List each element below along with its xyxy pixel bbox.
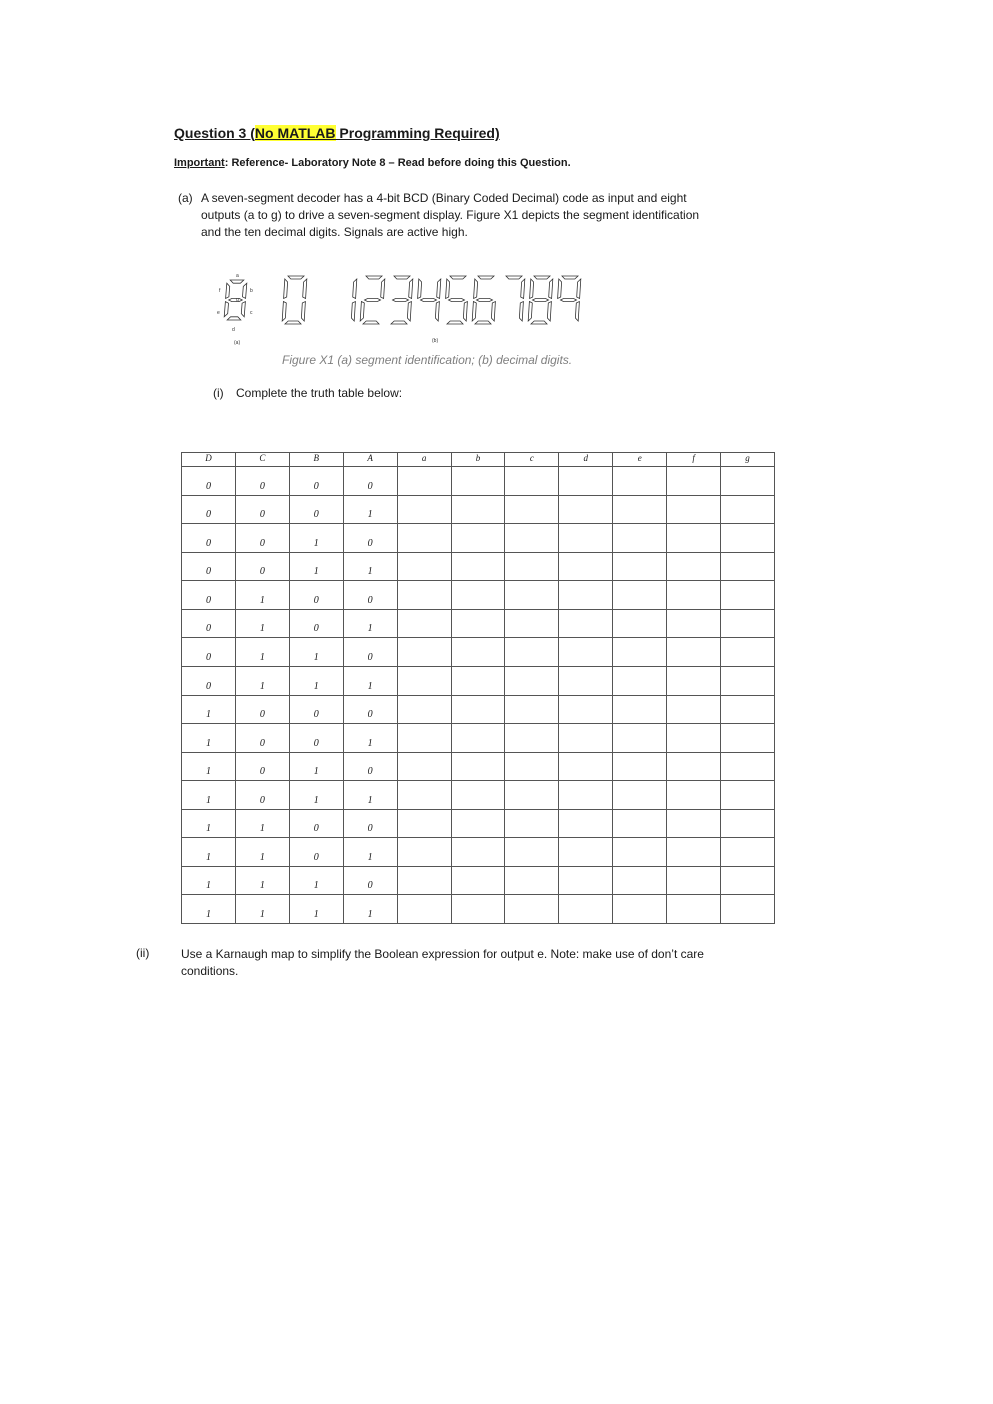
segment-d bbox=[447, 321, 463, 324]
table-row bbox=[182, 609, 775, 638]
output-blank-cell[interactable] bbox=[505, 666, 559, 695]
output-blank-cell[interactable] bbox=[397, 495, 451, 524]
output-blank-cell[interactable] bbox=[721, 895, 775, 924]
segment-b bbox=[381, 279, 385, 299]
title-prefix: Question 3 ( bbox=[174, 125, 255, 141]
input-bit-cell: 0 bbox=[182, 524, 236, 553]
segment-label-d: d bbox=[232, 327, 235, 333]
output-blank-cell[interactable] bbox=[721, 724, 775, 753]
segment-label-b: b bbox=[250, 288, 253, 294]
segment-b bbox=[549, 279, 553, 299]
input-bit-cell: 0 bbox=[182, 638, 236, 667]
output-blank-cell[interactable] bbox=[721, 581, 775, 610]
output-blank-cell[interactable] bbox=[397, 724, 451, 753]
output-blank-cell[interactable] bbox=[505, 838, 559, 867]
input-bit-cell: 0 bbox=[235, 781, 289, 810]
input-bit-cell: 1 bbox=[235, 581, 289, 610]
input-bit-cell: 1 bbox=[182, 866, 236, 895]
output-blank-cell[interactable] bbox=[559, 609, 613, 638]
output-blank-cell[interactable] bbox=[397, 809, 451, 838]
segment-label-c: c bbox=[250, 310, 253, 316]
output-blank-cell[interactable] bbox=[397, 752, 451, 781]
output-blank-cell[interactable] bbox=[451, 467, 505, 496]
truth-table-header-c: c bbox=[505, 453, 559, 467]
output-blank-cell[interactable] bbox=[451, 695, 505, 724]
table-row bbox=[182, 809, 775, 838]
input-bit-cell: 1 bbox=[289, 524, 343, 553]
output-blank-cell[interactable] bbox=[397, 866, 451, 895]
input-bit-cell: 0 bbox=[182, 666, 236, 695]
output-blank-cell[interactable] bbox=[559, 695, 613, 724]
output-blank-cell[interactable] bbox=[505, 752, 559, 781]
output-blank-cell[interactable] bbox=[613, 695, 667, 724]
output-blank-cell[interactable] bbox=[667, 609, 721, 638]
output-blank-cell[interactable] bbox=[721, 552, 775, 581]
segment-e bbox=[282, 302, 286, 322]
output-blank-cell[interactable] bbox=[505, 467, 559, 496]
segment-c bbox=[491, 302, 495, 322]
digit-9 bbox=[558, 276, 581, 321]
output-blank-cell[interactable] bbox=[451, 666, 505, 695]
truth-table-header-C: C bbox=[235, 453, 289, 467]
input-bit-cell: 1 bbox=[182, 781, 236, 810]
output-blank-cell[interactable] bbox=[451, 781, 505, 810]
important-note bbox=[174, 157, 571, 169]
segment-f bbox=[226, 283, 230, 298]
table-row bbox=[182, 467, 775, 496]
output-blank-cell[interactable] bbox=[721, 752, 775, 781]
input-bit-cell: 0 bbox=[182, 495, 236, 524]
segment-g bbox=[561, 299, 577, 302]
output-blank-cell[interactable] bbox=[451, 724, 505, 753]
output-blank-cell[interactable] bbox=[721, 495, 775, 524]
digit-2 bbox=[360, 276, 385, 324]
segment-e bbox=[528, 302, 532, 322]
truth-table-header-f: f bbox=[667, 453, 721, 467]
input-bit-cell: 1 bbox=[235, 838, 289, 867]
output-blank-cell[interactable] bbox=[613, 724, 667, 753]
output-blank-cell[interactable] bbox=[559, 809, 613, 838]
output-blank-cell[interactable] bbox=[667, 552, 721, 581]
input-bit-cell: 0 bbox=[289, 467, 343, 496]
segment-b bbox=[409, 279, 413, 299]
input-bit-cell: 1 bbox=[235, 666, 289, 695]
segment-c bbox=[351, 302, 355, 322]
output-blank-cell[interactable] bbox=[505, 781, 559, 810]
output-blank-cell[interactable] bbox=[721, 467, 775, 496]
output-blank-cell[interactable] bbox=[559, 524, 613, 553]
input-bit-cell: 1 bbox=[182, 724, 236, 753]
input-bit-cell: 1 bbox=[289, 895, 343, 924]
output-blank-cell[interactable] bbox=[559, 467, 613, 496]
output-blank-cell[interactable] bbox=[559, 552, 613, 581]
output-blank-cell[interactable] bbox=[613, 638, 667, 667]
output-blank-cell[interactable] bbox=[667, 866, 721, 895]
input-bit-cell: 0 bbox=[343, 524, 397, 553]
input-bit-cell: 1 bbox=[235, 609, 289, 638]
input-bit-cell: 1 bbox=[343, 895, 397, 924]
decimal-digits-diagram bbox=[282, 276, 581, 324]
segment-b bbox=[243, 283, 247, 298]
figure-caption: Figure X1 (a) segment identification; (b) decimal digits. bbox=[282, 353, 573, 367]
input-bit-cell: 0 bbox=[182, 581, 236, 610]
input-bit-cell: 0 bbox=[182, 467, 236, 496]
input-bit-cell: 0 bbox=[235, 524, 289, 553]
input-bit-cell: 1 bbox=[343, 838, 397, 867]
input-bit-cell: 1 bbox=[289, 666, 343, 695]
output-blank-cell[interactable] bbox=[559, 581, 613, 610]
truth-table-header-B: B bbox=[289, 453, 343, 467]
segment-d bbox=[363, 321, 379, 324]
segment-g bbox=[393, 299, 409, 302]
truth-table-header-d: d bbox=[559, 453, 613, 467]
segment-f bbox=[474, 279, 478, 299]
output-blank-cell[interactable] bbox=[613, 467, 667, 496]
output-blank-cell[interactable] bbox=[613, 895, 667, 924]
output-blank-cell[interactable] bbox=[505, 724, 559, 753]
output-blank-cell[interactable] bbox=[397, 524, 451, 553]
segment-a bbox=[394, 276, 410, 279]
segment-f bbox=[558, 279, 562, 299]
output-blank-cell[interactable] bbox=[667, 524, 721, 553]
part-i-text: Complete the truth table below: bbox=[236, 386, 403, 400]
figure-sub-b-label: (b) bbox=[432, 338, 439, 344]
segment-a bbox=[366, 276, 382, 279]
segment-d bbox=[227, 317, 241, 320]
segment-c bbox=[407, 302, 411, 322]
input-bit-cell: 0 bbox=[343, 752, 397, 781]
input-bit-cell: 0 bbox=[235, 467, 289, 496]
input-bit-cell: 1 bbox=[289, 752, 343, 781]
output-blank-cell[interactable] bbox=[613, 752, 667, 781]
segment-f bbox=[446, 279, 450, 299]
output-blank-cell[interactable] bbox=[559, 866, 613, 895]
input-bit-cell: 0 bbox=[289, 838, 343, 867]
table-row bbox=[182, 524, 775, 553]
segment-a bbox=[230, 280, 244, 283]
input-bit-cell: 1 bbox=[289, 638, 343, 667]
segment-identification-diagram bbox=[217, 273, 253, 333]
title-highlight: No MATLAB bbox=[254, 125, 336, 141]
input-bit-cell: 1 bbox=[289, 781, 343, 810]
segment-a bbox=[478, 276, 494, 279]
segment-label-a: a bbox=[236, 273, 239, 279]
output-blank-cell[interactable] bbox=[397, 581, 451, 610]
output-blank-cell[interactable] bbox=[505, 895, 559, 924]
output-blank-cell[interactable] bbox=[559, 781, 613, 810]
output-blank-cell[interactable] bbox=[667, 666, 721, 695]
output-blank-cell[interactable] bbox=[721, 809, 775, 838]
output-blank-cell[interactable] bbox=[667, 695, 721, 724]
output-blank-cell[interactable] bbox=[721, 695, 775, 724]
table-row bbox=[182, 866, 775, 895]
digit-8 bbox=[528, 276, 553, 324]
segment-a bbox=[562, 276, 578, 279]
important-label: Important bbox=[174, 157, 225, 169]
digit-7 bbox=[506, 276, 525, 321]
truth-table-header-b: b bbox=[451, 453, 505, 467]
output-blank-cell[interactable] bbox=[397, 781, 451, 810]
input-bit-cell: 1 bbox=[343, 609, 397, 638]
output-blank-cell[interactable] bbox=[397, 552, 451, 581]
output-blank-cell[interactable] bbox=[613, 552, 667, 581]
table-row bbox=[182, 781, 775, 810]
output-blank-cell[interactable] bbox=[451, 524, 505, 553]
segment-c bbox=[547, 302, 551, 322]
output-blank-cell[interactable] bbox=[451, 809, 505, 838]
output-blank-cell[interactable] bbox=[613, 609, 667, 638]
segment-e bbox=[224, 302, 228, 317]
title-suffix: Programming Required) bbox=[335, 125, 500, 141]
output-blank-cell[interactable] bbox=[451, 838, 505, 867]
segment-a bbox=[288, 276, 304, 279]
output-blank-cell[interactable] bbox=[397, 838, 451, 867]
segment-g bbox=[421, 299, 437, 302]
truth-table-header-D: D bbox=[182, 453, 236, 467]
output-blank-cell[interactable] bbox=[397, 638, 451, 667]
input-bit-cell: 0 bbox=[343, 467, 397, 496]
table-row bbox=[182, 552, 775, 581]
input-bit-cell: 0 bbox=[343, 809, 397, 838]
output-blank-cell[interactable] bbox=[397, 695, 451, 724]
output-blank-cell[interactable] bbox=[559, 838, 613, 867]
input-bit-cell: 1 bbox=[235, 638, 289, 667]
input-bit-cell: 1 bbox=[182, 752, 236, 781]
output-blank-cell[interactable] bbox=[613, 809, 667, 838]
truth-table-header-g: g bbox=[721, 453, 775, 467]
input-bit-cell: 0 bbox=[289, 609, 343, 638]
output-blank-cell[interactable] bbox=[721, 524, 775, 553]
input-bit-cell: 0 bbox=[343, 695, 397, 724]
segment-c bbox=[435, 302, 439, 322]
digit-6 bbox=[472, 276, 495, 324]
table-row bbox=[182, 838, 775, 867]
part-a-label: (a) bbox=[178, 191, 193, 205]
output-blank-cell[interactable] bbox=[559, 724, 613, 753]
truth-table-header-e: e bbox=[613, 453, 667, 467]
segment-g bbox=[449, 299, 465, 302]
table-row bbox=[182, 666, 775, 695]
seven-segment-figure bbox=[212, 268, 592, 348]
output-blank-cell[interactable] bbox=[559, 752, 613, 781]
output-blank-cell[interactable] bbox=[505, 552, 559, 581]
part-i-label: (i) bbox=[213, 386, 224, 400]
input-bit-cell: 0 bbox=[289, 581, 343, 610]
truth-table bbox=[181, 452, 775, 924]
input-bit-cell: 0 bbox=[235, 552, 289, 581]
segment-c bbox=[519, 302, 523, 322]
output-blank-cell[interactable] bbox=[667, 809, 721, 838]
output-blank-cell[interactable] bbox=[721, 838, 775, 867]
output-blank-cell[interactable] bbox=[397, 609, 451, 638]
output-blank-cell[interactable] bbox=[397, 895, 451, 924]
output-blank-cell[interactable] bbox=[505, 495, 559, 524]
segment-d bbox=[475, 321, 491, 324]
segment-b bbox=[303, 279, 307, 299]
truth-table-header-A: A bbox=[343, 453, 397, 467]
output-blank-cell[interactable] bbox=[613, 666, 667, 695]
table-row bbox=[182, 695, 775, 724]
segment-f bbox=[284, 279, 288, 299]
segment-c bbox=[463, 302, 467, 322]
output-blank-cell[interactable] bbox=[505, 695, 559, 724]
output-blank-cell[interactable] bbox=[613, 838, 667, 867]
table-row bbox=[182, 581, 775, 610]
segment-c bbox=[301, 302, 305, 322]
table-row bbox=[182, 724, 775, 753]
output-blank-cell[interactable] bbox=[505, 866, 559, 895]
part-ii-label: (ii) bbox=[136, 946, 150, 960]
digit-5 bbox=[446, 276, 468, 324]
input-bit-cell: 0 bbox=[182, 552, 236, 581]
segment-a bbox=[534, 276, 550, 279]
segment-label-e: e bbox=[217, 310, 220, 316]
input-bit-cell: 1 bbox=[182, 895, 236, 924]
input-bit-cell: 0 bbox=[343, 866, 397, 895]
input-bit-cell: 1 bbox=[235, 895, 289, 924]
segment-d bbox=[285, 321, 301, 324]
output-blank-cell[interactable] bbox=[451, 609, 505, 638]
input-bit-cell: 1 bbox=[343, 781, 397, 810]
output-blank-cell[interactable] bbox=[667, 752, 721, 781]
input-bit-cell: 1 bbox=[182, 695, 236, 724]
segment-c bbox=[575, 302, 579, 322]
part-a-text: A seven-segment decoder has a 4-bit BCD (Binary Coded Decimal) code as input and eight outputs (a to g) to drive a seven-segment display. Figure X1 depicts the segment identification and the ten decimal digits. Signals are active high. bbox=[201, 191, 700, 239]
output-blank-cell[interactable] bbox=[721, 609, 775, 638]
output-blank-cell[interactable] bbox=[451, 638, 505, 667]
segment-label-g: g bbox=[236, 297, 239, 303]
table-row bbox=[182, 895, 775, 924]
output-blank-cell[interactable] bbox=[451, 581, 505, 610]
input-bit-cell: 0 bbox=[182, 609, 236, 638]
segment-b bbox=[577, 279, 581, 299]
segment-b bbox=[437, 279, 441, 299]
output-blank-cell[interactable] bbox=[667, 895, 721, 924]
segment-g bbox=[477, 299, 493, 302]
input-bit-cell: 0 bbox=[343, 581, 397, 610]
output-blank-cell[interactable] bbox=[667, 638, 721, 667]
segment-a bbox=[450, 276, 466, 279]
segment-b bbox=[521, 279, 525, 299]
output-blank-cell[interactable] bbox=[451, 895, 505, 924]
output-blank-cell[interactable] bbox=[451, 552, 505, 581]
input-bit-cell: 1 bbox=[182, 809, 236, 838]
output-blank-cell[interactable] bbox=[559, 495, 613, 524]
output-blank-cell[interactable] bbox=[505, 638, 559, 667]
output-blank-cell[interactable] bbox=[613, 495, 667, 524]
input-bit-cell: 0 bbox=[289, 724, 343, 753]
output-blank-cell[interactable] bbox=[667, 781, 721, 810]
output-blank-cell[interactable] bbox=[721, 866, 775, 895]
segment-e bbox=[360, 302, 364, 322]
segment-d bbox=[391, 321, 407, 324]
output-blank-cell[interactable] bbox=[613, 781, 667, 810]
output-blank-cell[interactable] bbox=[667, 724, 721, 753]
input-bit-cell: 0 bbox=[289, 695, 343, 724]
segment-g bbox=[365, 299, 381, 302]
digit-3 bbox=[391, 276, 413, 324]
input-bit-cell: 1 bbox=[343, 666, 397, 695]
output-blank-cell[interactable] bbox=[451, 495, 505, 524]
output-blank-cell[interactable] bbox=[667, 581, 721, 610]
output-blank-cell[interactable] bbox=[721, 638, 775, 667]
segment-f bbox=[530, 279, 534, 299]
output-blank-cell[interactable] bbox=[559, 895, 613, 924]
output-blank-cell[interactable] bbox=[613, 866, 667, 895]
output-blank-cell[interactable] bbox=[397, 467, 451, 496]
input-bit-cell: 1 bbox=[289, 552, 343, 581]
input-bit-cell: 1 bbox=[343, 495, 397, 524]
output-blank-cell[interactable] bbox=[397, 666, 451, 695]
input-bit-cell: 0 bbox=[289, 809, 343, 838]
input-bit-cell: 0 bbox=[235, 752, 289, 781]
output-blank-cell[interactable] bbox=[505, 809, 559, 838]
table-row bbox=[182, 638, 775, 667]
figure-sub-a-label: (a) bbox=[234, 340, 241, 346]
input-bit-cell: 0 bbox=[343, 638, 397, 667]
output-blank-cell[interactable] bbox=[505, 581, 559, 610]
segment-e bbox=[472, 302, 476, 322]
segment-label-f: f bbox=[219, 288, 221, 294]
input-bit-cell: 1 bbox=[343, 552, 397, 581]
output-blank-cell[interactable] bbox=[613, 524, 667, 553]
input-bit-cell: 1 bbox=[343, 724, 397, 753]
truth-table-header-a: a bbox=[397, 453, 451, 467]
output-blank-cell[interactable] bbox=[613, 581, 667, 610]
part-i bbox=[213, 386, 402, 400]
output-blank-cell[interactable] bbox=[451, 752, 505, 781]
table-row bbox=[182, 495, 775, 524]
table-row bbox=[182, 752, 775, 781]
segment-b bbox=[353, 279, 357, 299]
input-bit-cell: 0 bbox=[235, 724, 289, 753]
digit-4 bbox=[418, 279, 441, 321]
question-title bbox=[174, 125, 500, 141]
input-bit-cell: 1 bbox=[235, 809, 289, 838]
truth-table-header-row bbox=[182, 453, 775, 467]
output-blank-cell[interactable] bbox=[721, 666, 775, 695]
segment-c bbox=[241, 302, 245, 317]
input-bit-cell: 1 bbox=[289, 866, 343, 895]
input-bit-cell: 1 bbox=[235, 866, 289, 895]
output-blank-cell[interactable] bbox=[667, 467, 721, 496]
output-blank-cell[interactable] bbox=[721, 781, 775, 810]
output-blank-cell[interactable] bbox=[451, 866, 505, 895]
output-blank-cell[interactable] bbox=[559, 666, 613, 695]
segment-g bbox=[533, 299, 549, 302]
output-blank-cell[interactable] bbox=[667, 838, 721, 867]
segment-a bbox=[506, 276, 522, 279]
segment-f bbox=[418, 279, 422, 299]
segment-d bbox=[531, 321, 547, 324]
output-blank-cell[interactable] bbox=[667, 495, 721, 524]
input-bit-cell: 0 bbox=[235, 495, 289, 524]
part-ii-text: Use a Karnaugh map to simplify the Boolean expression for output e. Note: make use of don’t care conditions. bbox=[181, 947, 704, 978]
input-bit-cell: 0 bbox=[289, 495, 343, 524]
digit-1 bbox=[351, 279, 356, 321]
output-blank-cell[interactable] bbox=[505, 609, 559, 638]
input-bit-cell: 0 bbox=[235, 695, 289, 724]
digit-0 bbox=[282, 276, 307, 324]
input-bit-cell: 1 bbox=[182, 838, 236, 867]
output-blank-cell[interactable] bbox=[505, 524, 559, 553]
important-text: : Reference- Laboratory Note 8 – Read before doing this Question. bbox=[224, 157, 571, 169]
output-blank-cell[interactable] bbox=[559, 638, 613, 667]
